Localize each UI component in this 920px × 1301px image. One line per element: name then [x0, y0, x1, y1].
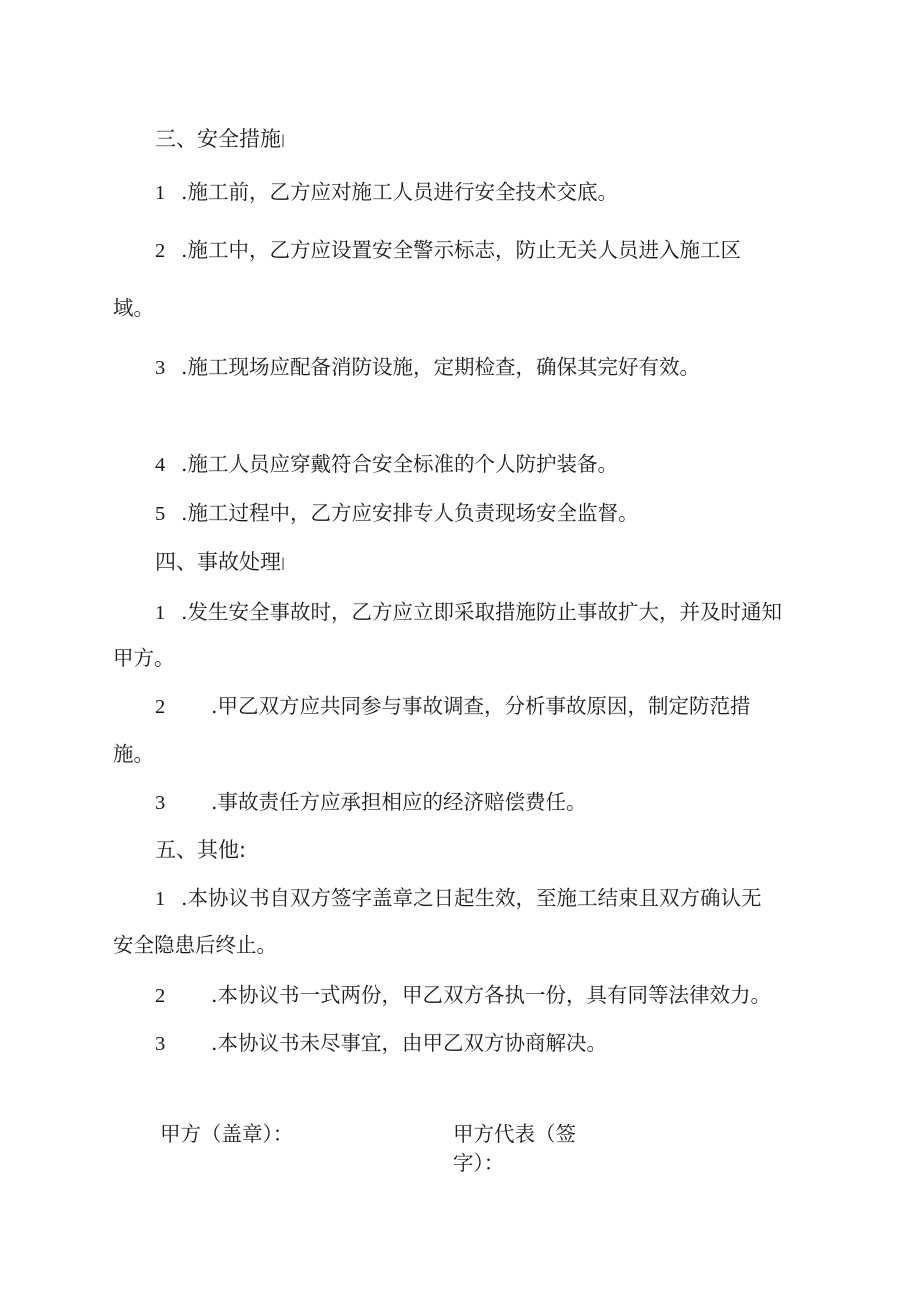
clause-number: 1: [155, 602, 166, 624]
clause-number: 5: [155, 503, 166, 525]
heading-mark: |: [281, 556, 286, 570]
clause-3-4: [155, 454, 618, 476]
clause-text: .甲乙双方应共同参与事故调查，分析事故原因，制定防范措: [211, 694, 751, 718]
clause-5-1: [155, 888, 762, 910]
clause-3-2: [155, 240, 741, 262]
clause-text: .施工人员应穿戴符合安全标准的个人防护装备。: [181, 452, 619, 476]
clause-number: 1: [155, 888, 166, 910]
clause-4-2-continuation: 施。: [113, 742, 154, 766]
clause-4-2: [155, 696, 751, 718]
clause-5-1-continuation: 安全隐患后终止。: [113, 933, 277, 957]
clause-text: .本协议书一式两份，甲乙双方各执一份，具有同等法律效力。: [211, 983, 772, 1007]
party-a-representative-label: 甲方代表（签: [453, 1122, 576, 1146]
clause-text: .事故责任方应承担相应的经济赔偿费任。: [211, 790, 587, 814]
clause-text: .本协议书自双方签字盖章之日起生效，至施工结束且双方确认无: [181, 886, 762, 910]
clause-5-3: [155, 1033, 607, 1055]
section-heading-safety-measures: 三、安全措施|: [155, 127, 286, 151]
clause-text: .本协议书未尽事宜，由甲乙双方协商解决。: [211, 1031, 608, 1055]
clause-3-2-continuation: 域。: [113, 296, 154, 320]
clause-3-1: [155, 182, 618, 204]
clause-text: .施工过程中，乙方应安排专人负责现场安全监督。: [181, 501, 639, 525]
clause-number: 2: [155, 240, 166, 262]
heading-mark: |: [281, 133, 286, 147]
clause-text: .施工现场应配备消防设施，定期检查，确保其完好有效。: [181, 355, 701, 379]
clause-4-1-continuation: 甲方。: [113, 646, 175, 670]
clause-number: 1: [155, 182, 166, 204]
party-a-representative-label-continuation: 字）：: [453, 1151, 505, 1175]
clause-number: 2: [155, 696, 166, 718]
clause-4-1: [155, 602, 782, 624]
clause-number: 3: [155, 357, 166, 379]
party-a-seal-label: 甲方（盖章）：: [160, 1122, 294, 1146]
clause-number: 4: [155, 454, 166, 476]
clause-number: 3: [155, 792, 166, 814]
clause-number: 3: [155, 1033, 166, 1055]
section-heading-other: 五、其他:: [155, 838, 247, 862]
clause-text: .发生安全事故时，乙方应立即采取措施防止事故扩大，并及时通知: [181, 600, 783, 624]
clause-5-2: [155, 985, 771, 1007]
clause-3-3: [155, 357, 700, 379]
clause-4-3: [155, 792, 587, 814]
clause-text: .施工中，乙方应设置安全警示标志，防止无关人员进入施工区: [181, 238, 742, 262]
clause-number: 2: [155, 985, 166, 1007]
section-heading-accident-handling: 四、事故处理|: [155, 550, 286, 574]
clause-text: .施工前，乙方应对施工人员进行安全技术交底。: [181, 180, 619, 204]
clause-3-5: [155, 503, 639, 525]
